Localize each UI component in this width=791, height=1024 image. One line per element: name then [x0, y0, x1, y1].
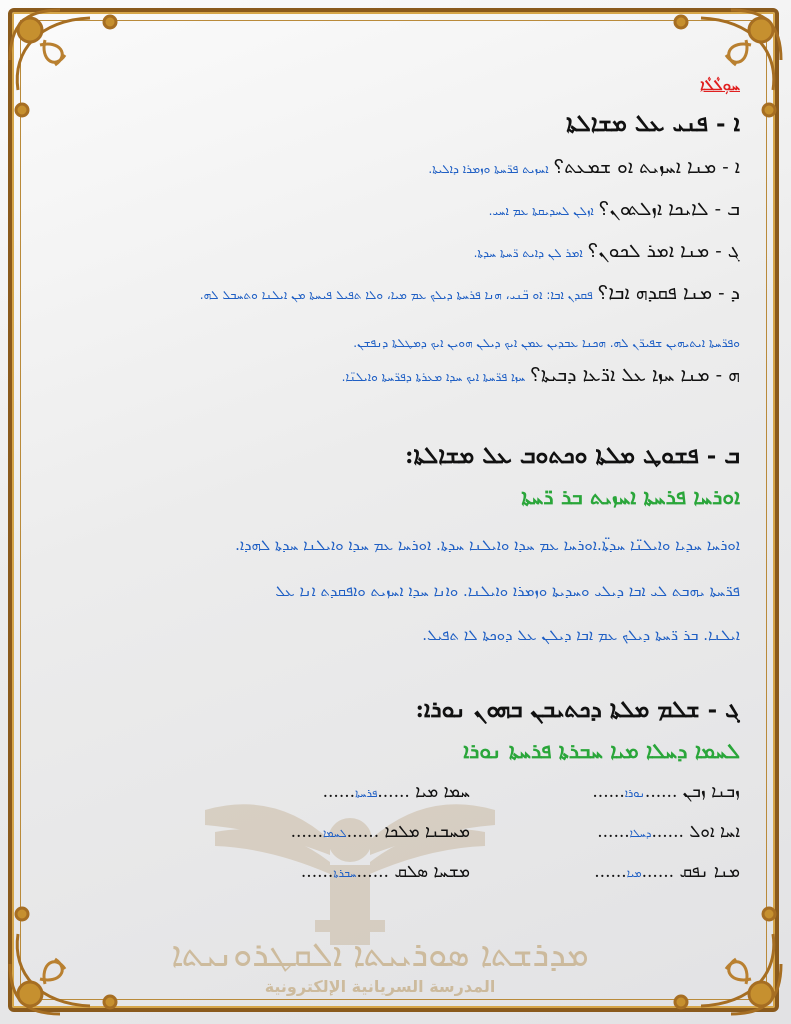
section1-heading: ܐ - ܦܢܝ ܥܠ ܡܫܐܠܬܐ — [566, 110, 740, 137]
fill-row-2-left: ܡܚܒܢܐ ܡܠܟܐ ......ܠܚܡܐ...... — [290, 822, 470, 842]
section2-heading: ܒ - ܦܫܘܛ ܡܠܬܐ ܘܟܬܘܒ ܥܠ ܡܫܐܠܬܐ: — [405, 442, 740, 469]
question-4 — [200, 282, 740, 304]
question-2-answer: ܐܙܠܢ ܠܚܕܝܩܬܐ ܥܡ ܐܚܝ. — [488, 204, 594, 218]
section2-paragraph-line-3: ܐܝܠܢܐ. ܒܪ ܪ̈ܚܬܐ ܕܝܠܟ ܥܡ ܐܒܐ ܕܝܠܢ ܥܠ ܕܘܟܬܐ ܠܐ ܬܦܝܠ. — [422, 626, 740, 644]
fill-row-1-right: ܙܒܢܐ ܙܒܢ ......ܢܘܪܐ...... — [592, 782, 740, 802]
page-title: ܚܘܼܠܵܠܵܐ — [700, 76, 740, 94]
ornament-corner-bottom-right — [661, 894, 791, 1024]
ornament-corner-bottom-left — [0, 894, 130, 1024]
question-2-text: ܒ - ܠܐܝܟܐ ܐܙܠܬܘܢ؟ — [598, 198, 740, 220]
fill-row-2-right: ܐܚܐ ܐܘܠ ......ܕܚܠܐ...... — [597, 822, 740, 842]
watermark-syriac-text: ܡܕܪܫܬܐ ܣܘܪܝܝܬܐ ܐܠܩܛܪܘܢܝܬܐ — [171, 935, 589, 975]
fill-row-1-right-blank: ܢܘܪܐ — [624, 787, 645, 800]
question-3-text: ܓ - ܡܢܐ ܐܡܪ ܠܟܘܢ؟ — [587, 240, 740, 262]
fill-row-2 — [40, 822, 740, 848]
fill-row-3-left-blank: ܚܒܪܬܐ — [333, 867, 357, 880]
question-3 — [474, 240, 740, 262]
question-5 — [342, 364, 740, 386]
section2-word-bank: ܐܘܪܚܐ ܦܪܚܬܐ ܐܚܙܝܬ ܒܪ ܪ̈ܚܬܐ — [521, 484, 740, 509]
fill-row-2-left-blank: ܠܚܡܐ — [323, 827, 347, 840]
fill-row-3 — [40, 862, 740, 888]
question-5-text: ܗ - ܡܢܐ ܚܙܐ ܥܠ ܐܪ̈ܥܐ ܕܒܝܬܐ؟ — [530, 364, 740, 386]
fill-row-1-left-blank: ܦܪܚܬܐ — [355, 787, 378, 800]
question-4-answer: ܦܩܕܢ ܐܒܐ: ܐܘ ܒ̈ܢܝ، ܗܢܐ ܦܪܚܬܐ ܕܝܠܟ ܥܡ ܡܝܐ، ܘܠܐ ܬܦܝܠ ܦܝܚܬܐ ܡܢ ܐܝܠܢܐ ܘܬܚܒܠ ܠܗ. — [199, 288, 593, 302]
section3-heading: ܓ - ܫܠܡ ܡܠܬܐ ܕܟܬܝܒܢ ܒܗܘܢ ܢܘܪܐ: — [415, 696, 740, 723]
fill-row-3-right: ܡܢܐ ܢܦܩ ......ܡܝܐ...... — [594, 862, 740, 882]
question-1 — [428, 156, 740, 178]
question-5-answer: ܚܙܐ ܦܪ̈ܚܬܐ ܐܝܟ ܚܕܐ ܡܥܪܬܐ ܕܦܪ̈ܚܬܐ ܘܐܝܠܢ̈ܐ. — [341, 370, 526, 384]
question-2 — [489, 198, 740, 220]
section2-paragraph-line-2: ܦܪ̈ܚܬܐ ܝܗܒܬ ܠܝ ܐܒܐ ܕܝܠܝ ܘܚܕܝܬܐ ܘܙܡܪܐ ܘܐܝܠܢܐ. ܘܐܢܐ ܚܕܐ ܐܚܙܝܬ ܘܐܦܩܕܬ ܐܢܐ ܥܠ — [275, 582, 740, 600]
section2-paragraph-line-1: ܐܘܪܚܐ ܚܕܝܐ ܘܐܝܠܢ̈ܐ ܚܕܬ̈ܐ.ܐܘܪܚܐ ܥܡ ܚܕܐ ܘܐܝܠܢܐ ܚܕܬܐ. ܐܘܪܚܐ ܥܡ ܚܕܐ ܘܐܝܠܢܐ ܚܕܬܐ ܠܗܕܐ. — [235, 536, 740, 554]
question-4-text: ܕ - ܡܢܐ ܦܩܕܗ ܐܒܐ؟ — [597, 282, 740, 304]
fill-row-1-left: ܚܡܐ ܡܝܐ ......ܦܪܚܬܐ...... — [322, 782, 470, 802]
ornament-corner-top-left — [0, 0, 130, 130]
fill-row-3-right-blank: ܡܝܐ — [626, 867, 642, 880]
question-1-text: ܐ - ܡܢܐ ܐܚܙܝܬ ܐܘ ܫܡܥܬ؟ — [553, 156, 740, 178]
fill-row-2-right-blank: ܕܚܠܐ — [629, 827, 652, 840]
fill-row-1 — [40, 782, 740, 808]
question-3-answer: ܐܡܪ ܠܢ ܕܐܝܬ ܪ̈ܚܬܐ ܚܕܬܐ. — [473, 246, 583, 260]
question-1-answer: ܐܚܙܝܬ ܦܪ̈ܚܬܐ ܘܙܡܪܐ ܕܐܠܝܬܐ. — [428, 162, 549, 176]
watermark-school-name — [160, 935, 600, 996]
question-4-answer-continued: ܘܦܪ̈ܚܬܐ ܐܝܬܝܗܝܢ ܫܦܝܪ̈ܢ ܠܗ. ܗܟܢܐ ܥܒܕܝܢ ܥܡܢ ܐܝܟ ܕܝܠܢ ܗܘܝܢ ܐܝܟ ܕܡܛܠܬܐ ܕܢܦܫܢ. — [353, 336, 740, 350]
section3-word-bank: ܠܚܡܐ ܕܚܠܐ ܡܝܐ ܚܒܪܬܐ ܦܪܚܬܐ ܢܘܪܐ — [463, 738, 740, 763]
fill-row-3-left: ܡܫܚܐ ܣܠܩ ......ܚܒܪܬܐ...... — [300, 862, 470, 882]
watermark-arabic-text: المدرسة السريانية الإلكترونية — [264, 977, 496, 996]
